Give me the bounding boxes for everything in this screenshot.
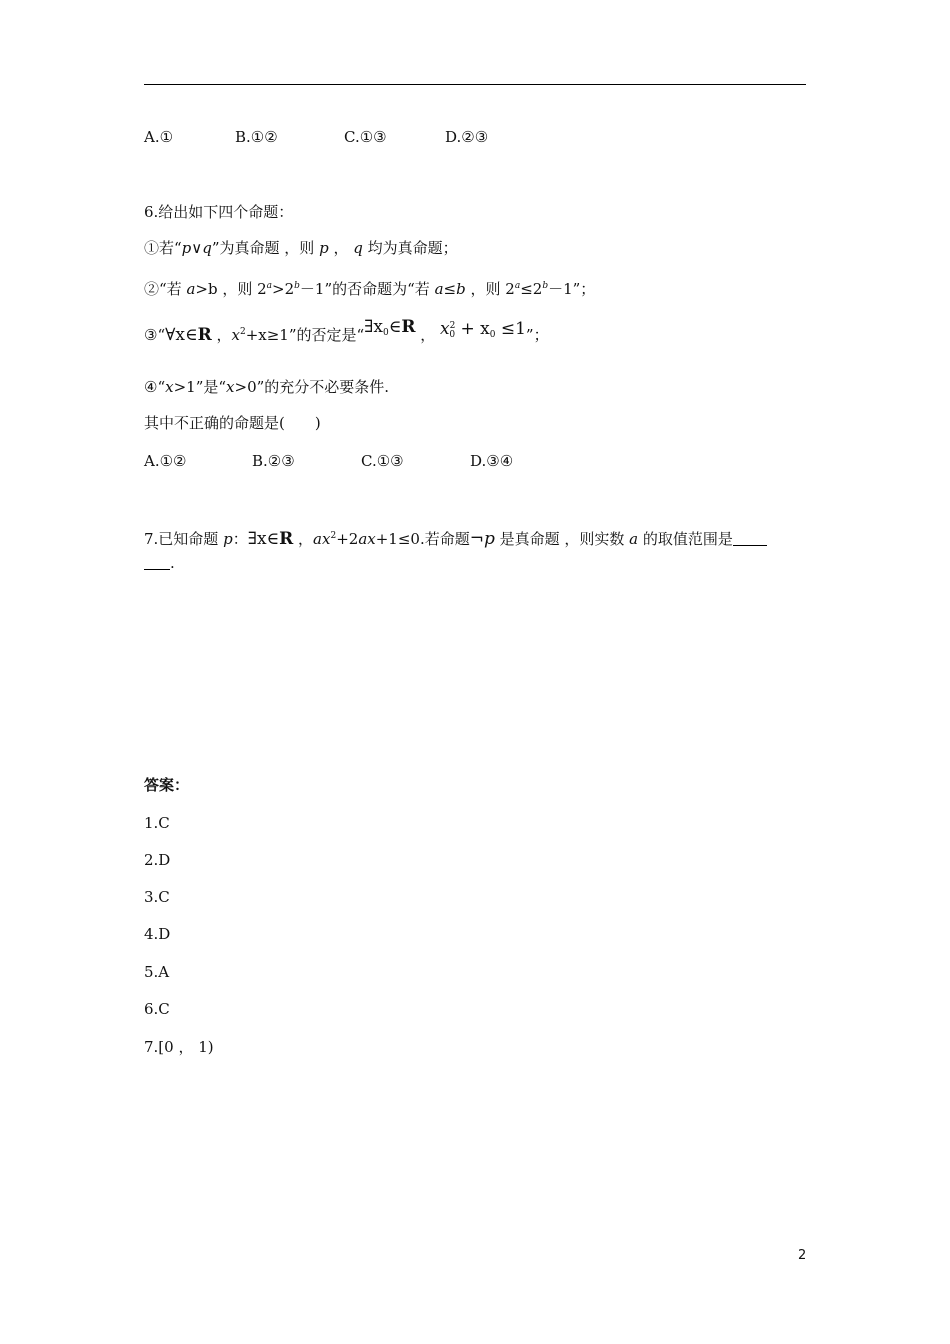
page-number: 2 bbox=[798, 1248, 807, 1263]
q5-option-c: C.①③ bbox=[344, 128, 387, 146]
answers-title: 答案： bbox=[144, 776, 190, 794]
answer-3: 3.C bbox=[144, 888, 170, 906]
answer-blank-cont bbox=[144, 555, 170, 570]
q6-question: 其中不正确的命题是( ) bbox=[144, 414, 321, 432]
q7-question: 7.已知命题 p：∃x∈R ，$ax^2+2ax+1\le 0$.若命题¬p 是真命题 ，则实数 a 的取值范围是 bbox=[144, 526, 767, 549]
answer-4: 4.D bbox=[144, 925, 171, 943]
answer-5: 5.A bbox=[144, 963, 170, 981]
answer-2: 2.D bbox=[144, 851, 171, 869]
header-rule bbox=[144, 84, 806, 85]
q6-item-3: ③“∀x∈R ，$x^2+x\ge 1$”的否定是“$\exists x_0\in R$ ， $x^2_0 + x_0 \le 1$”； bbox=[144, 317, 549, 345]
q6-option-b: B.②③ bbox=[252, 452, 295, 470]
answer-blank bbox=[733, 531, 767, 546]
q6-item-4: ④“x>1”是“x>0”的充分不必要条件. bbox=[144, 378, 390, 396]
q6-option-c: C.①③ bbox=[361, 452, 404, 470]
exists-formula: $\exists x_0\in R$ bbox=[364, 317, 416, 338]
q6-option-a: A.①② bbox=[144, 452, 187, 470]
negation-formula: $x^2_0 + x_0 \le 1$ bbox=[440, 319, 526, 340]
answer-1: 1.C bbox=[144, 814, 170, 832]
answer-6: 6.C bbox=[144, 1000, 170, 1018]
q6-item-2: ②“若 a>b ，则 $2^a>2^b-1$”的否命题为“若 a≤b ，则 $2^a\le 2^b-1$”； bbox=[144, 280, 596, 298]
q6-option-d: D.③④ bbox=[470, 452, 514, 470]
q6-stem: 6.给出如下四个命题： bbox=[144, 203, 294, 221]
forall-formula: ∀x∈R bbox=[165, 325, 212, 345]
q7-continuation: . bbox=[144, 553, 175, 573]
answer-7: 7.[0 ， 1) bbox=[144, 1038, 214, 1056]
q5-option-d: D.②③ bbox=[445, 128, 489, 146]
q6-item-1: ①若“p∨q”为真命题 ，则 p ， q 均为真命题； bbox=[144, 239, 458, 257]
q5-option-b: B.①② bbox=[235, 128, 278, 146]
q5-option-a: A.① bbox=[144, 128, 174, 146]
